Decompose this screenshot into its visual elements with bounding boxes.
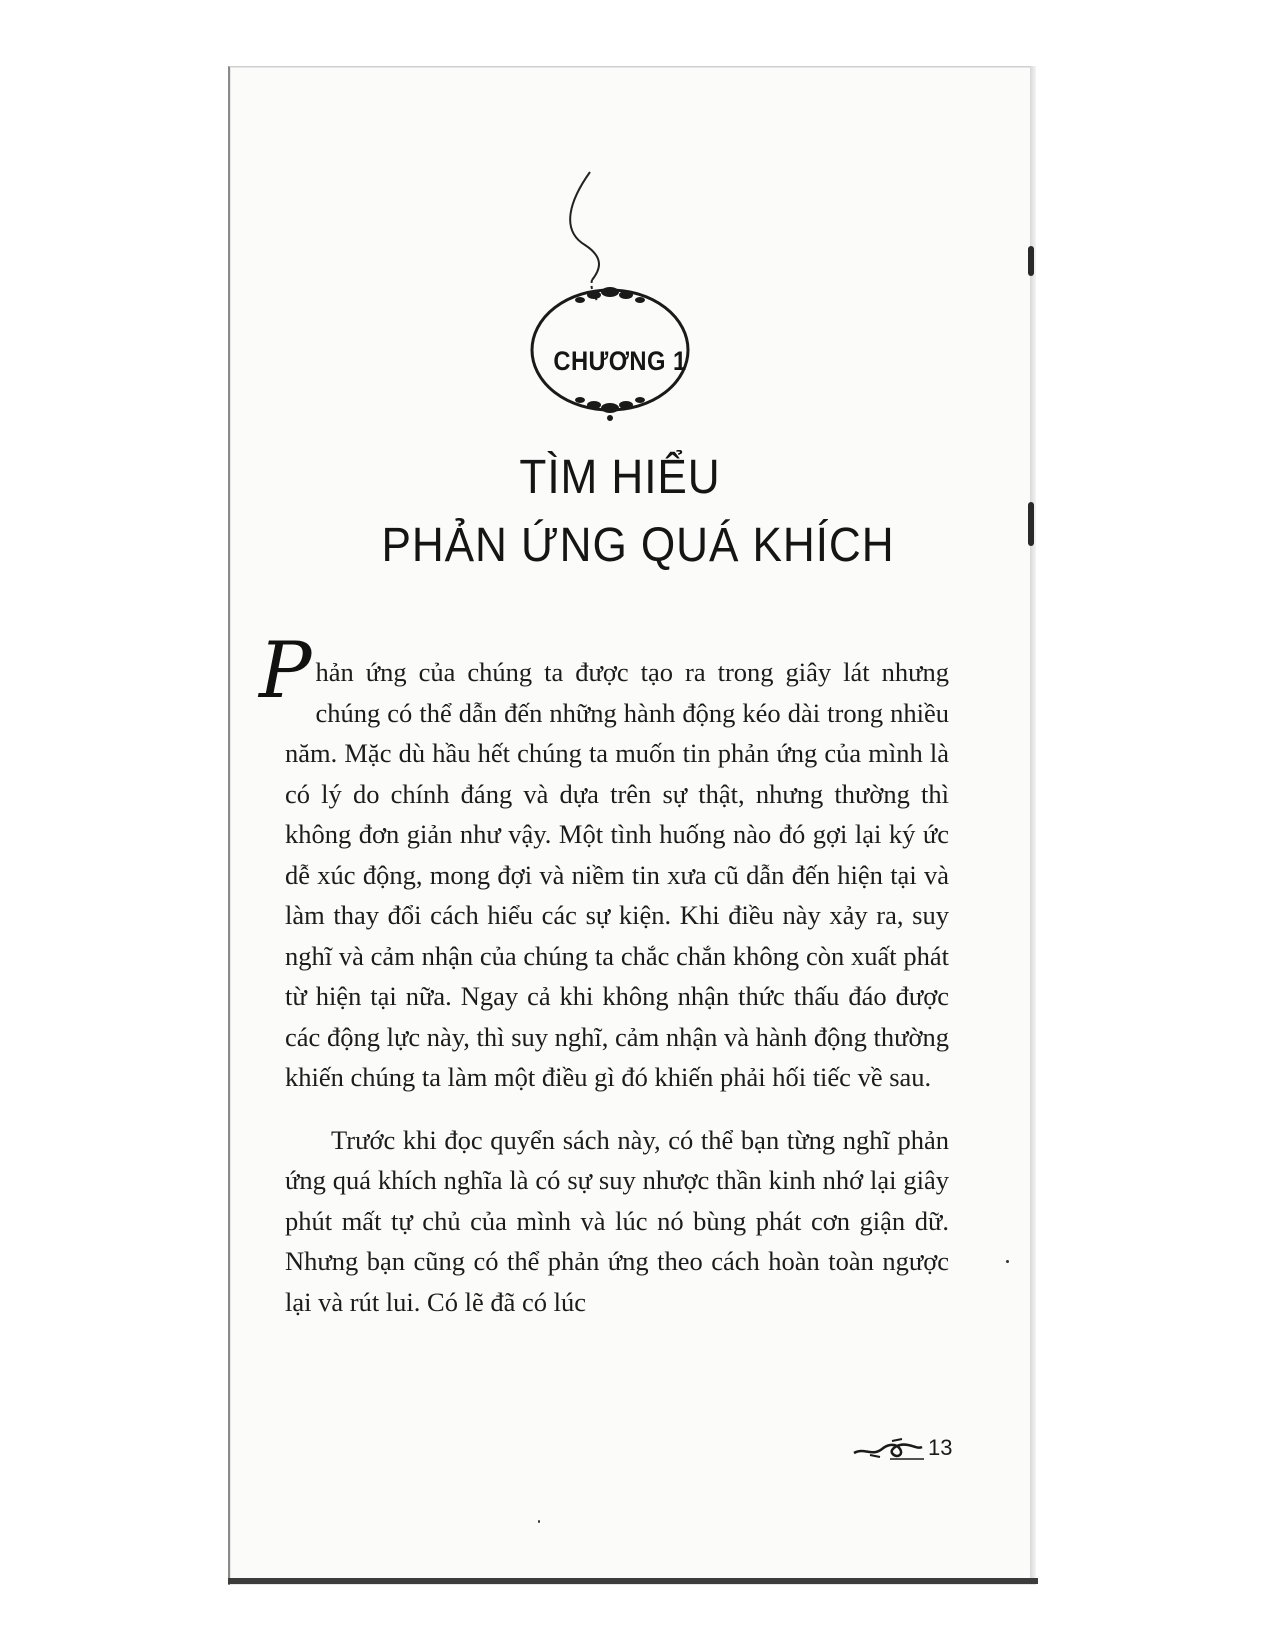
flourish-icon: [852, 1435, 924, 1461]
drop-cap: P: [259, 626, 312, 716]
chapter-label: CHƯƠNG 1: [553, 346, 687, 376]
page-bottom-edge: [228, 1578, 1038, 1584]
binding-mark-upper: [1028, 246, 1034, 276]
chapter-title-line-2: PHẢN ỨNG QUÁ KHÍCH: [381, 519, 895, 572]
page-footer: [852, 1435, 952, 1461]
scan-speck: [538, 1520, 540, 1523]
paragraph-2: Trước khi đọc quyển sách này, có thể bạn từng nghĩ phản ứng quá khích nghĩa là có sự suy nhược thần kinh nhớ lại giây phút mất tự chủ của mình và lúc nó bùng phát cơn giận dữ. Nhưng bạn cũng có thể phản ứng theo cách hoàn toàn ngược lại và rút lui. Có lẽ đã có lúc: [285, 1124, 949, 1317]
binding-mark-lower: [1028, 502, 1034, 546]
chapter-title-line-1: TÌM HIỂU: [519, 451, 721, 504]
scan-speck: [1006, 1260, 1009, 1263]
chapter-body: [259, 626, 949, 1344]
page-number: 13: [928, 1435, 953, 1460]
paragraph-1: [259, 626, 949, 1098]
chapter-ornament-icon: [530, 170, 720, 440]
paragraph-1-text: hản ứng của chúng ta được tạo ra trong giây lát nhưng chúng có thể dẫn đến những hành động kéo dài trong nhiều năm. Mặc dù hầu hết chúng ta muốn tin phản ứng của mình là có lý do chính đáng và dựa trên sự thật, nhưng thường thì không đơn giản như vậy. Một tình huống nào đó gợi lại ký ức dễ xúc động, mong đợi và niềm tin xưa cũ dẫn đến hiện tại và làm thay đổi cách hiểu các sự kiện. Khi điều này xảy ra, suy nghĩ và cảm nhận của chúng ta chắc chắn không còn xuất phát từ hiện tại nữa. Ngay cả khi không nhận thức thấu đáo được các động lực này, thì suy nghĩ, cảm nhận và hành động thường khiến chúng ta làm một điều gì đó khiến phải hối tiếc về sau.: [285, 657, 949, 1092]
page-edge-shadow: [1030, 66, 1036, 1584]
